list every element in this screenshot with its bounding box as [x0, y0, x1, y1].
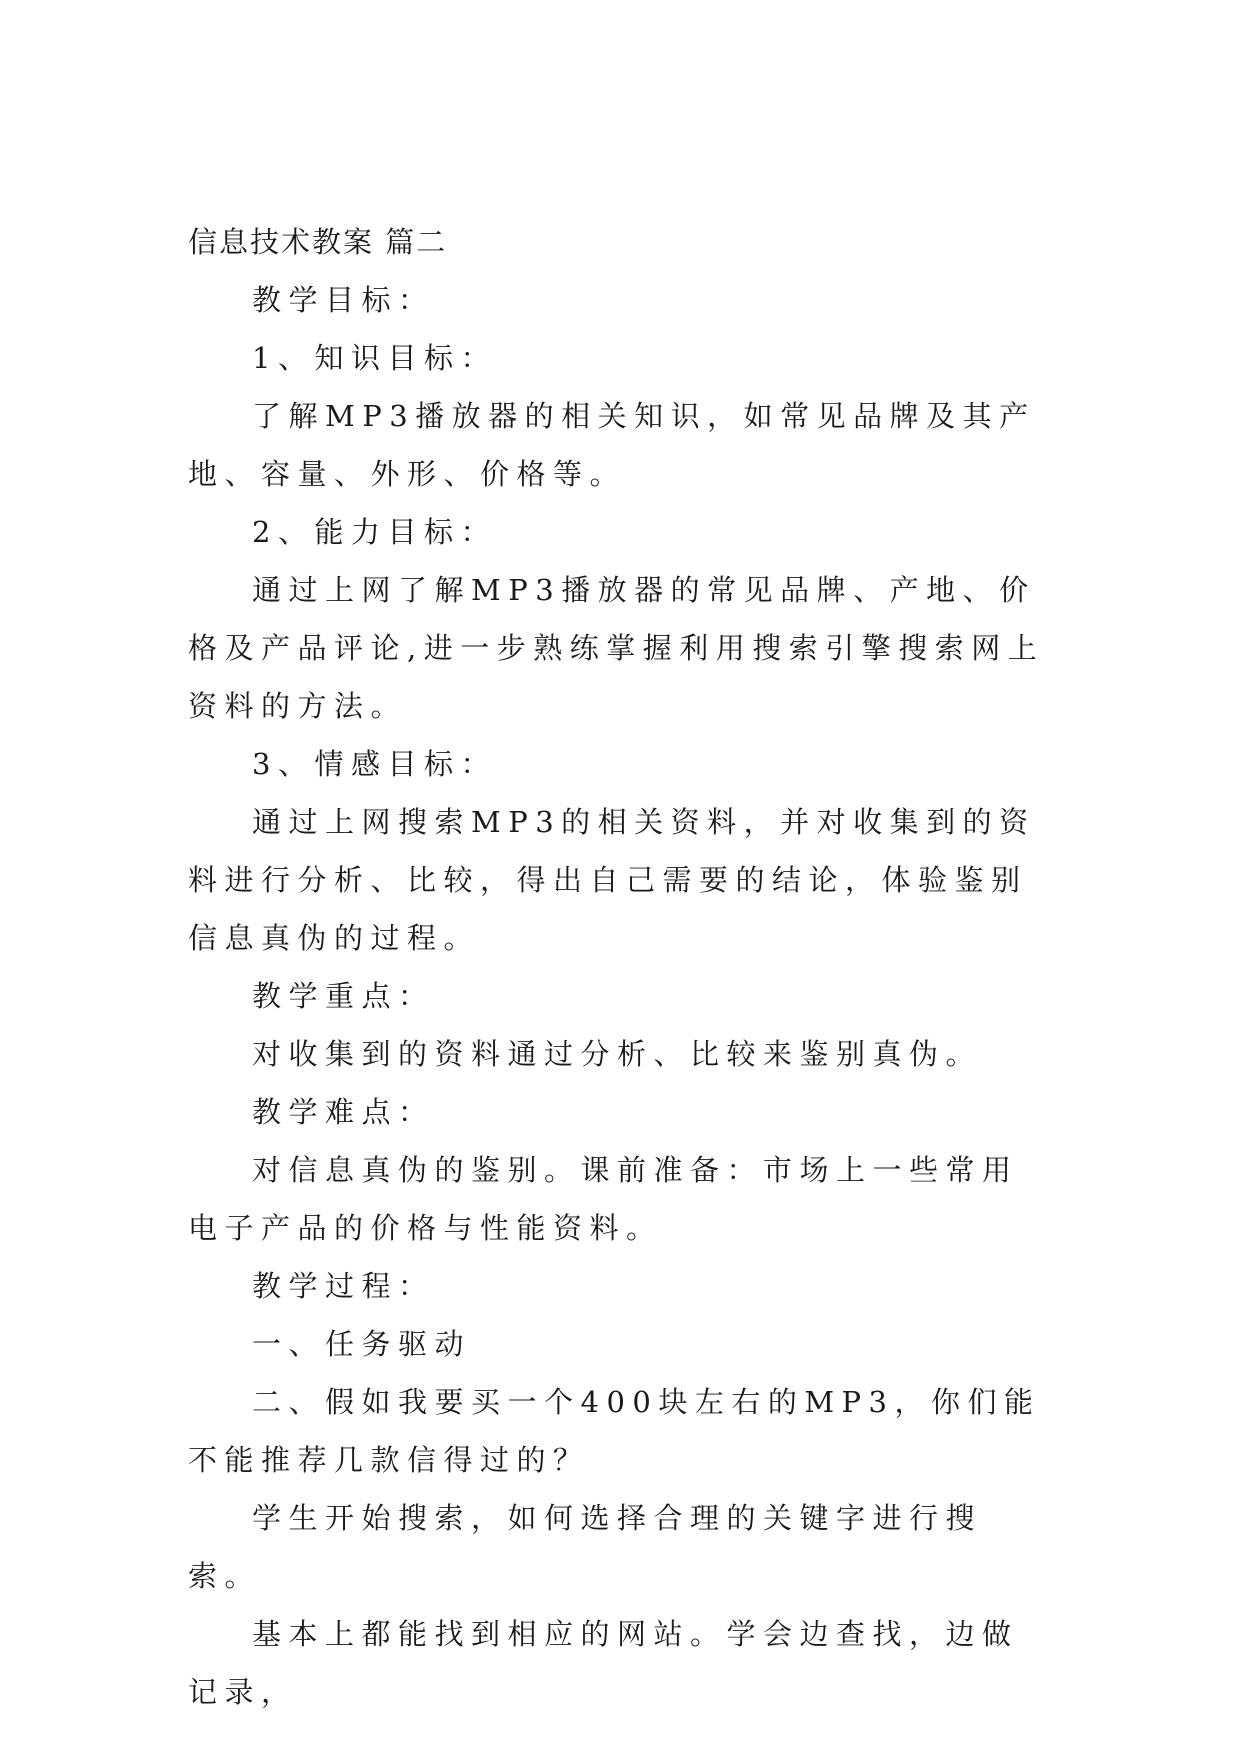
heading-teaching-objectives: 教学目标：: [252, 283, 435, 317]
heading-teaching-focus: 教学重点：: [252, 979, 435, 1013]
heading-teaching-difficulty: 教学难点：: [252, 1095, 435, 1129]
paragraph-emotion-objective: 通过上网搜索MP3的相关资料，并对收集到的资料进行分析、比较，得出自己需要的结论，体验鉴别信息真伪的过程。: [188, 805, 1036, 955]
heading-emotion-objective: 3、情感目标：: [252, 747, 497, 781]
paragraph-teaching-focus: 对收集到的资料通过分析、比较来鉴别真伪。: [252, 1037, 983, 1071]
paragraph-ability-objective: 通过上网了解MP3播放器的常见品牌、产地、价格及产品评论,进一步熟练掌握利用搜索引擎搜索网上资料的方法。: [188, 573, 1045, 723]
heading-ability-objective: 2、能力目标：: [252, 515, 497, 549]
paragraph-find-websites: 基本上都能找到相应的网站。学会边查找，边做记录，: [188, 1617, 1019, 1709]
document-body: [188, 213, 1050, 1721]
heading-knowledge-objective: 1、知识目标：: [252, 341, 497, 375]
heading-teaching-process: 教学过程：: [252, 1269, 435, 1303]
document-title: 信息技术教案 篇二: [188, 225, 448, 259]
paragraph-scenario-question: 二、假如我要买一个400块左右的MP3，你们能不能推荐几款信得过的？: [188, 1385, 1041, 1477]
paragraph-teaching-difficulty: 对信息真伪的鉴别。课前准备：市场上一些常用电子产品的价格与性能资料。: [188, 1153, 1019, 1245]
paragraph-knowledge-objective: 了解MP3播放器的相关知识，如常见品牌及其产地、容量、外形、价格等。: [188, 399, 1036, 491]
paragraph-student-search: 学生开始搜索，如何选择合理的关键字进行搜索。: [188, 1501, 983, 1593]
paragraph-task-driven: 一、任务驱动: [252, 1327, 472, 1361]
